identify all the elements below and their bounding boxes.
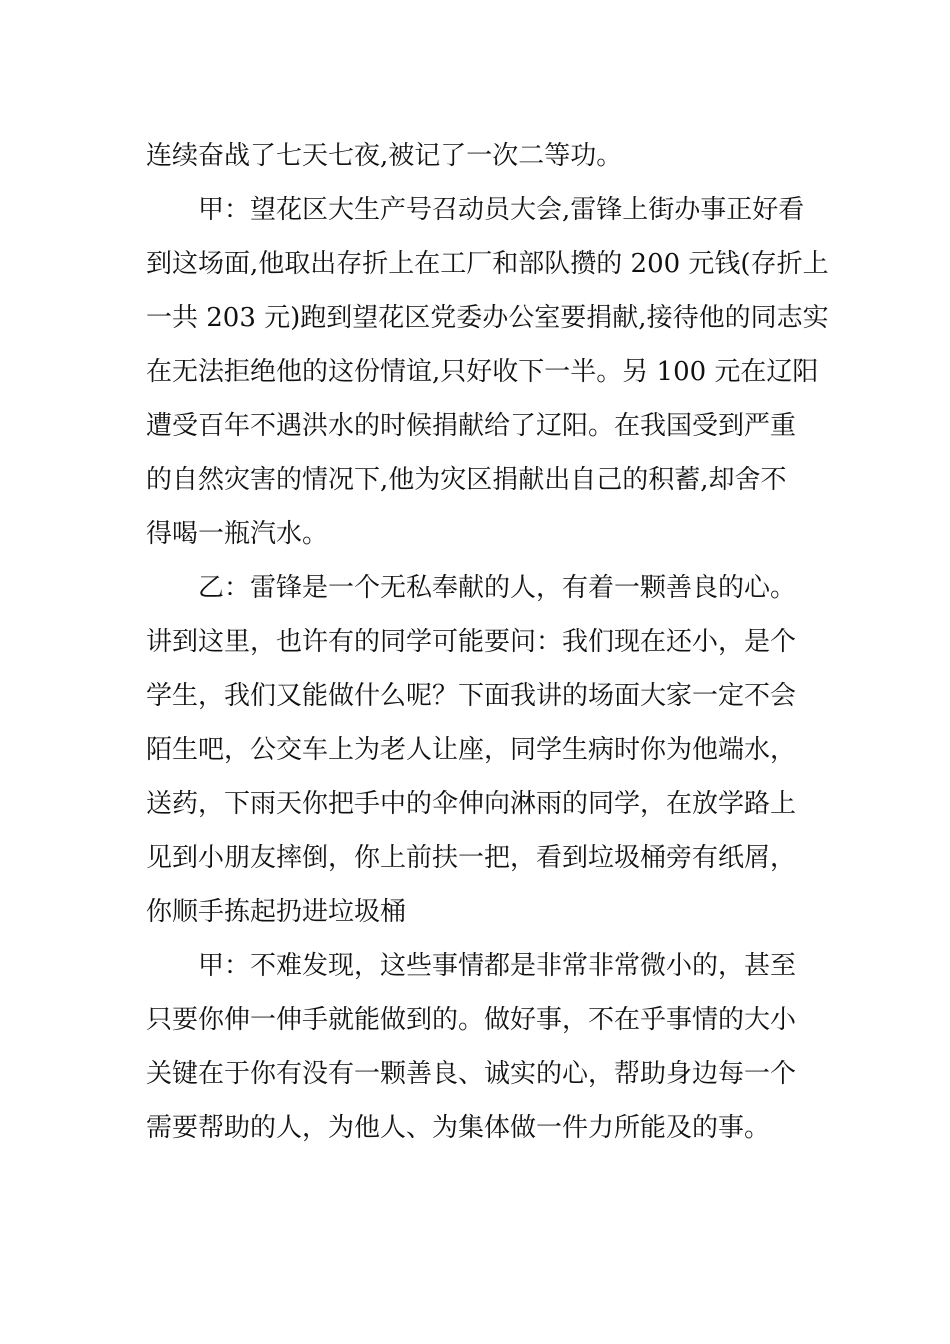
text-line: 得喝一瓶汽水。 xyxy=(146,519,329,549)
text-line: 讲到这里，也许有的同学可能要问：我们现在还小，是个 xyxy=(146,627,797,657)
text-line: 乙：雷锋是一个无私奉献的人，有着一颗善良的心。 xyxy=(198,573,797,603)
text-line: 甲：不难发现，这些事情都是非常非常微小的，甚至 xyxy=(198,951,797,981)
text-line: 关键在于你有没有一颗善良、诚实的心，帮助身边每一个 xyxy=(146,1059,797,1089)
text-line: 的自然灾害的情况下,他为灾区捐献出自己的积蓄,却舍不 xyxy=(146,465,787,495)
text-line: 一共 203 元)跑到望花区党委办公室要捐献,接待他的同志实 xyxy=(146,303,829,333)
text-line: 遭受百年不遇洪水的时候捐献给了辽阳。在我国受到严重 xyxy=(146,411,797,441)
body-text xyxy=(146,129,829,1155)
text-line: 学生，我们又能做什么呢？下面我讲的场面大家一定不会 xyxy=(146,681,797,711)
text-line: 到这场面,他取出存折上在工厂和部队攒的 200 元钱(存折上 xyxy=(146,249,829,279)
text-line: 你顺手拣起扔进垃圾桶 xyxy=(146,897,407,927)
text-line: 在无法拒绝他的这份情谊,只好收下一半。另 100 元在辽阳 xyxy=(146,357,819,387)
text-line: 甲：望花区大生产号召动员大会,雷锋上街办事正好看 xyxy=(198,195,805,225)
text-line: 送药，下雨天你把手中的伞伸向淋雨的同学，在放学路上 xyxy=(146,789,797,819)
text-line: 见到小朋友摔倒，你上前扶一把，看到垃圾桶旁有纸屑， xyxy=(146,843,797,873)
text-line: 陌生吧，公交车上为老人让座，同学生病时你为他端水， xyxy=(146,735,797,765)
text-line: 连续奋战了七天七夜,被记了一次二等功。 xyxy=(146,141,623,171)
text-line: 需要帮助的人，为他人、为集体做一件力所能及的事。 xyxy=(146,1113,771,1143)
text-line: 只要你伸一伸手就能做到的。做好事，不在乎事情的大小 xyxy=(146,1005,797,1035)
